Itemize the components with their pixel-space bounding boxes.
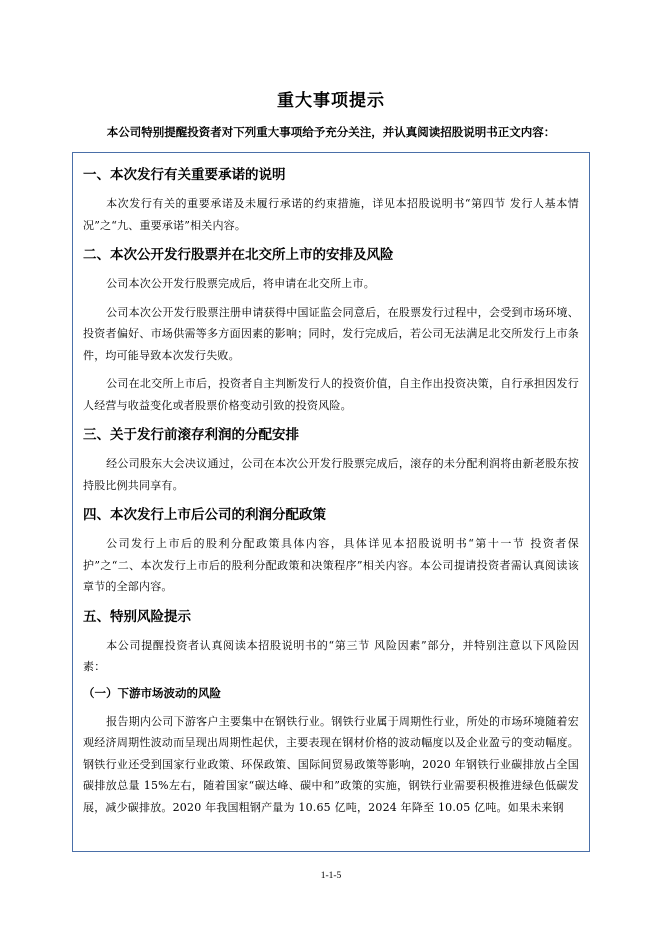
section-heading-retained-profit: 三、关于发行前滚存利润的分配安排 xyxy=(83,427,299,443)
paragraph: 公司本次公开发行股票完成后，将申请在北交所上市。 xyxy=(106,277,375,290)
subsection-heading-downstream-risk: （一）下游市场波动的风险 xyxy=(83,685,221,700)
paragraph: 经公司股东大会决议通过，公司在本次公开发行股票完成后，滚存的未分配利润将由新老股东按持股比例共同享有。 xyxy=(83,457,579,492)
paragraph: 公司本次公开发行股票注册申请获得中国证监会同意后，在股票发行过程中，会受到市场环境、投资者偏好、市场供需等多方面因素的影响；同时，发行完成后，若公司无法满足北交所发行上市条件，均可能导致本次发行失败。 xyxy=(83,305,579,362)
section-heading-risk: 五、特别风险提示 xyxy=(83,608,191,625)
page-number: 1-1-5 xyxy=(320,871,342,881)
section-heading-listing: 二、本次公开发行股票并在北交所上市的安排及风险 xyxy=(83,247,394,263)
paragraph: 本公司提醒投资者认真阅读本招股说明书的“第三节 风险因素”部分，并特别注意以下风险因素： xyxy=(83,638,579,673)
paragraph: 报告期内公司下游客户主要集中在钢铁行业。钢铁行业属于周期性行业，所处的市场环境随着宏观经济周期性波动而呈现出周期性起伏，主要表现在钢材价格的波动幅度以及企业盈亏的变动幅度。钢铁行业还受到国家行业政策、环保政策、国际间贸易政策等影响，2020 年钢铁行业碳排放占全国碳排放总量 15%左右，随着国家“碳达峰、碳中和”政策的实施，钢铁行业需要积极推进绿色低碳发展，减少碳排放。2020 年我国粗钢产量为 10.65 亿吨，2024 年降至 10.05 亿吨。如果未来钢 xyxy=(83,714,579,814)
paragraph: 本次发行有关的重要承诺及未履行承诺的约束措施，详见本招股说明书“第四节 发行人基本情况”之“九、重要承诺”相关内容。 xyxy=(83,197,579,232)
content-frame xyxy=(72,152,590,852)
paragraph: 公司发行上市后的股利分配政策具体内容，具体详见本招股说明书“第十一节 投资者保护”之“二、本次发行上市后的股利分配政策和决策程序”相关内容。本公司提请投资者需认真阅读该章节的全部内容。 xyxy=(83,537,579,593)
paragraph: 公司在北交所上市后，投资者自主判断发行人的投资价值，自主作出投资决策，自行承担因发行人经营与收益变化或者股票价格变动引致的投资风险。 xyxy=(83,377,579,412)
section-heading-commitments: 一、本次发行有关重要承诺的说明 xyxy=(83,167,286,183)
page-title: 重大事项提示 xyxy=(277,91,385,111)
important-notice: 本公司特别提醒投资者对下列重大事项给予充分关注，并认真阅读招股说明书正文内容： xyxy=(106,125,556,139)
section-heading-dividend-policy: 四、本次发行上市后公司的利润分配政策 xyxy=(83,507,326,523)
